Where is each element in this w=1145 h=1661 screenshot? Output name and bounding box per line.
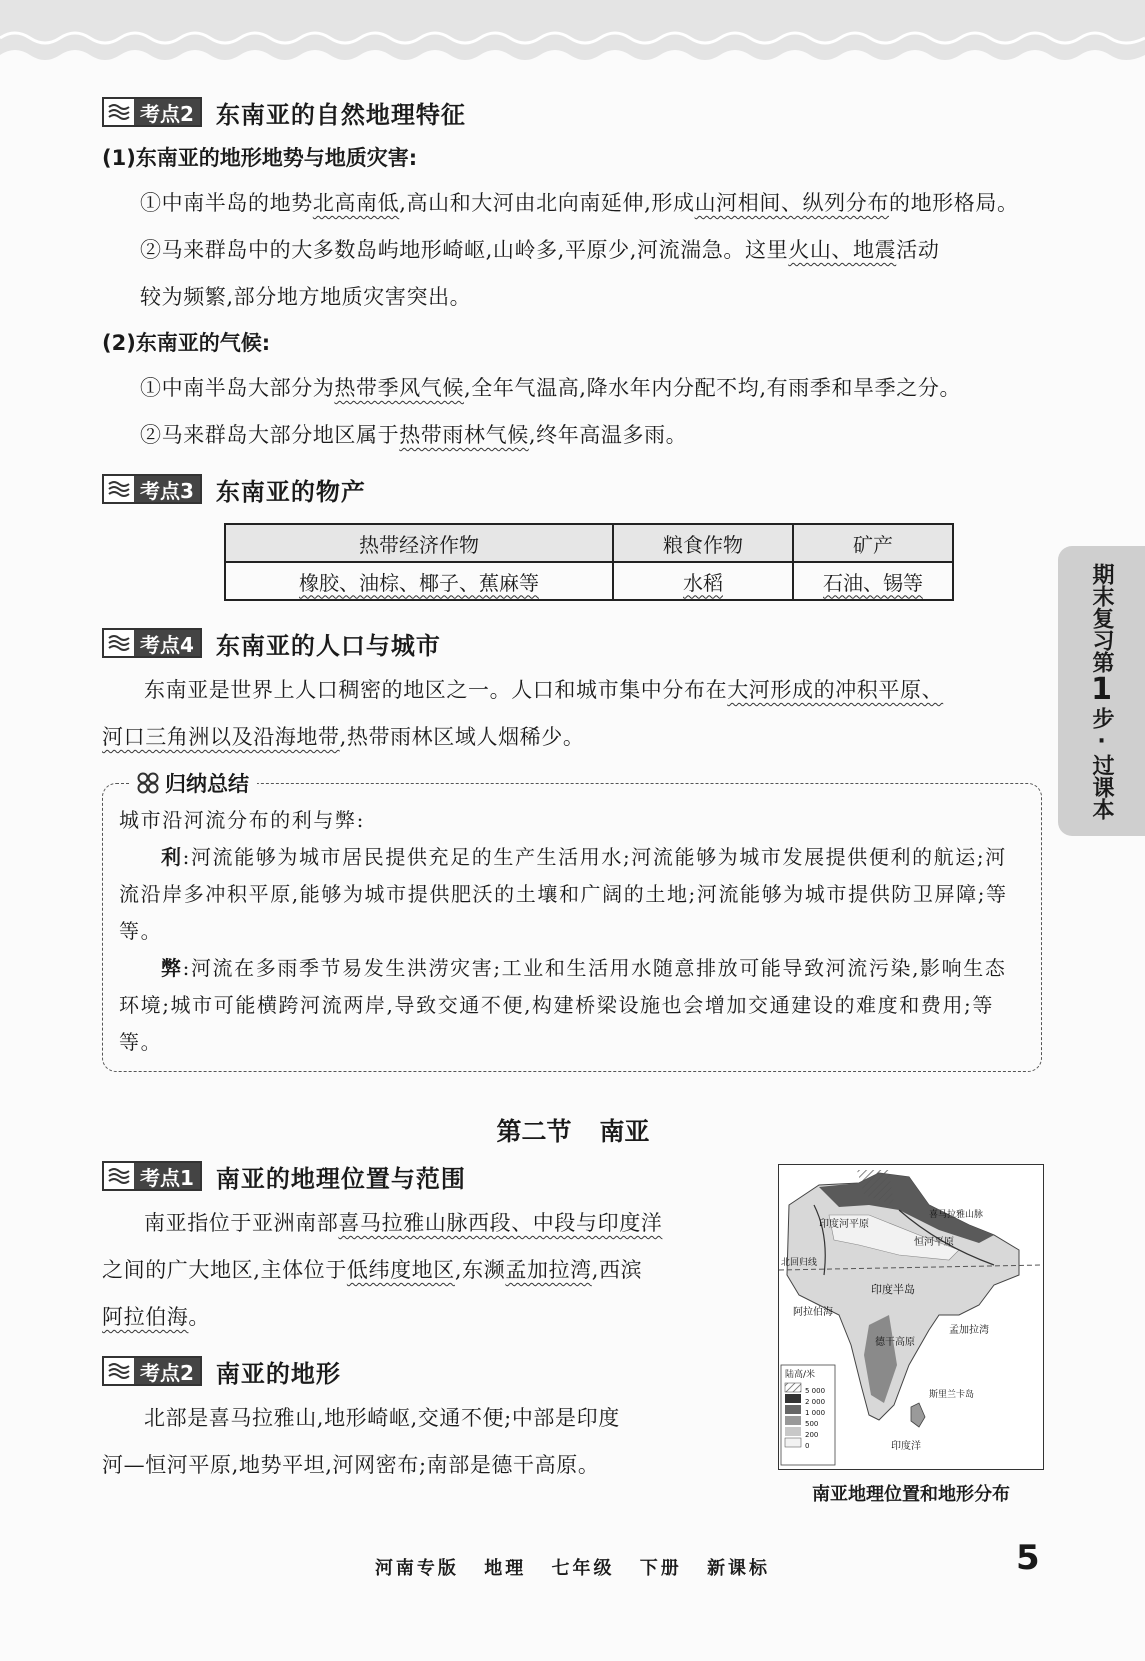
map-label: 孟加拉湾 bbox=[949, 1325, 989, 1336]
products-table bbox=[224, 523, 954, 601]
svg-text:0: 0 bbox=[805, 1442, 810, 1450]
paragraph: 河口三角洲以及沿海地带,热带雨林区域人烟稀少。 bbox=[102, 725, 585, 749]
section-header-kp2 bbox=[102, 92, 1044, 132]
map-legend bbox=[781, 1365, 835, 1465]
svg-text:500: 500 bbox=[805, 1420, 819, 1428]
table-header: 粮食作物 bbox=[613, 524, 793, 562]
table-header: 热带经济作物 bbox=[225, 524, 613, 562]
south-asia-text bbox=[102, 1156, 722, 1489]
paragraph: 东南亚是世界上人口稠密的地区之一。人口和城市集中分布在大河形成的冲积平原、 bbox=[144, 678, 944, 702]
summary-intro: 城市沿河流分布的利与弊: bbox=[119, 808, 365, 832]
table-cell: 橡胶、油棕、椰子、蕉麻等 bbox=[225, 562, 613, 600]
svg-text:陆高/米: 陆高/米 bbox=[785, 1370, 816, 1380]
main-content bbox=[102, 92, 1044, 1505]
paragraph: ②马来群岛大部分地区属于热带雨林气候,终年高温多雨。 bbox=[140, 423, 688, 447]
svg-text:200: 200 bbox=[805, 1431, 819, 1439]
kp-badge-label: 考点3 bbox=[140, 478, 194, 503]
side-chapter-tab: 期末复习第 1 步·过课本 bbox=[1058, 546, 1145, 836]
waves-icon bbox=[104, 99, 134, 125]
table-cell: 石油、锡等 bbox=[793, 562, 953, 600]
kp-badge-label: 考点4 bbox=[140, 632, 194, 657]
south-asia-map bbox=[778, 1164, 1044, 1470]
paragraph: ②马来群岛中的大多数岛屿地形崎岖,山岭多,平原少,河流湍急。这里火山、地震活动 bbox=[140, 238, 940, 262]
kp-title: 南亚的地理位置与范围 bbox=[215, 1164, 466, 1193]
summary-cons: 弊:河流在多雨季节易发生洪涝灾害;工业和生活用水随意排放可能导致河流污染,影响生态环境;城市可能横跨河流两岸,导致交通不便,构建桥梁设施也会增加交通建设的难度和费用;等等。 bbox=[119, 956, 1007, 1054]
summary-icon bbox=[137, 772, 159, 794]
waves-icon bbox=[104, 1163, 134, 1189]
map-label: 恒河平原 bbox=[914, 1237, 954, 1248]
kp-badge bbox=[102, 628, 202, 658]
subheading: (2)东南亚的气候: bbox=[102, 331, 271, 355]
waves-icon bbox=[104, 476, 134, 502]
map-label: 印度河平原 bbox=[819, 1219, 869, 1230]
svg-text:5 000: 5 000 bbox=[805, 1387, 826, 1395]
kp-badge bbox=[102, 1356, 202, 1386]
map-label: 印度洋 bbox=[891, 1441, 921, 1452]
svg-text:2 000: 2 000 bbox=[805, 1398, 826, 1406]
section-header-sa2 bbox=[102, 1351, 722, 1391]
table-cell: 水稻 bbox=[613, 562, 793, 600]
summary-tag: 归纳总结 bbox=[129, 768, 257, 798]
map-label: 斯里兰卡岛 bbox=[929, 1390, 975, 1400]
table-row bbox=[225, 562, 953, 600]
kp-badge-label: 考点1 bbox=[140, 1165, 194, 1190]
kp-badge bbox=[102, 474, 202, 504]
south-asia-block bbox=[102, 1156, 1044, 1505]
footer: 河南专版 地理 七年级 下册 新课标 bbox=[374, 1558, 771, 1579]
kp-badge bbox=[102, 1161, 202, 1191]
paragraph: 阿拉伯海。 bbox=[102, 1305, 211, 1329]
map-caption: 南亚地理位置和地形分布 bbox=[812, 1484, 1010, 1505]
kp-title: 东南亚的人口与城市 bbox=[215, 631, 441, 660]
map-label: 阿拉伯海 bbox=[793, 1307, 833, 1318]
section-header-kp3 bbox=[102, 469, 1044, 509]
paragraph: 南亚指位于亚洲南部喜马拉雅山脉西段、中段与印度洋 bbox=[144, 1211, 663, 1235]
page-number: 5 bbox=[1016, 1538, 1040, 1578]
paragraph: 较为频繁,部分地方地质灾害突出。 bbox=[140, 285, 472, 309]
section-header-sa1 bbox=[102, 1156, 722, 1196]
section-header-kp4 bbox=[102, 623, 1044, 663]
paragraph: 北部是喜马拉雅山,地形崎岖,交通不便;中部是印度 bbox=[144, 1406, 620, 1430]
table-header: 矿产 bbox=[793, 524, 953, 562]
kp-title: 东南亚的自然地理特征 bbox=[215, 100, 466, 129]
map-label: 北回归线 bbox=[781, 1258, 818, 1268]
kp-title: 东南亚的物产 bbox=[215, 477, 366, 506]
summary-box bbox=[102, 772, 1042, 1072]
map-label: 印度半岛 bbox=[871, 1283, 915, 1296]
kp-badge bbox=[102, 97, 202, 127]
paragraph: ①中南半岛大部分为热带季风气候,全年气温高,降水年内分配不均,有雨季和旱季之分。 bbox=[140, 376, 962, 400]
waves-icon bbox=[104, 1358, 134, 1384]
section-title: 第二节 南亚 bbox=[496, 1117, 650, 1146]
kp-badge-label: 考点2 bbox=[140, 101, 194, 126]
svg-text:1 000: 1 000 bbox=[805, 1409, 826, 1417]
kp-title: 南亚的地形 bbox=[215, 1359, 341, 1388]
paragraph: ①中南半岛的地势北高南低,高山和大河由北向南延伸,形成山河相间、纵列分布的地形格局。 bbox=[140, 191, 1019, 215]
table-header-row bbox=[225, 524, 953, 562]
wavy-top-border bbox=[0, 0, 1145, 70]
subheading: (1)东南亚的地形地势与地质灾害: bbox=[102, 146, 418, 170]
map-label: 德干高原 bbox=[875, 1337, 915, 1348]
summary-pros: 利:河流能够为城市居民提供充足的生产生活用水;河流能够为城市发展提供便利的航运;河流沿岸多冲积平原,能够为城市提供肥沃的土壤和广阔的土地;河流能够为城市提供防卫屏障;等等。 bbox=[119, 845, 1008, 943]
paragraph: 之间的广大地区,主体位于低纬度地区,东濒孟加拉湾,西滨 bbox=[102, 1258, 643, 1282]
kp-badge-label: 考点2 bbox=[140, 1360, 194, 1385]
paragraph: 河—恒河平原,地势平坦,河网密布;南部是德干高原。 bbox=[102, 1453, 600, 1477]
waves-icon bbox=[104, 630, 134, 656]
map-label: 喜马拉雅山脉 bbox=[929, 1210, 984, 1220]
